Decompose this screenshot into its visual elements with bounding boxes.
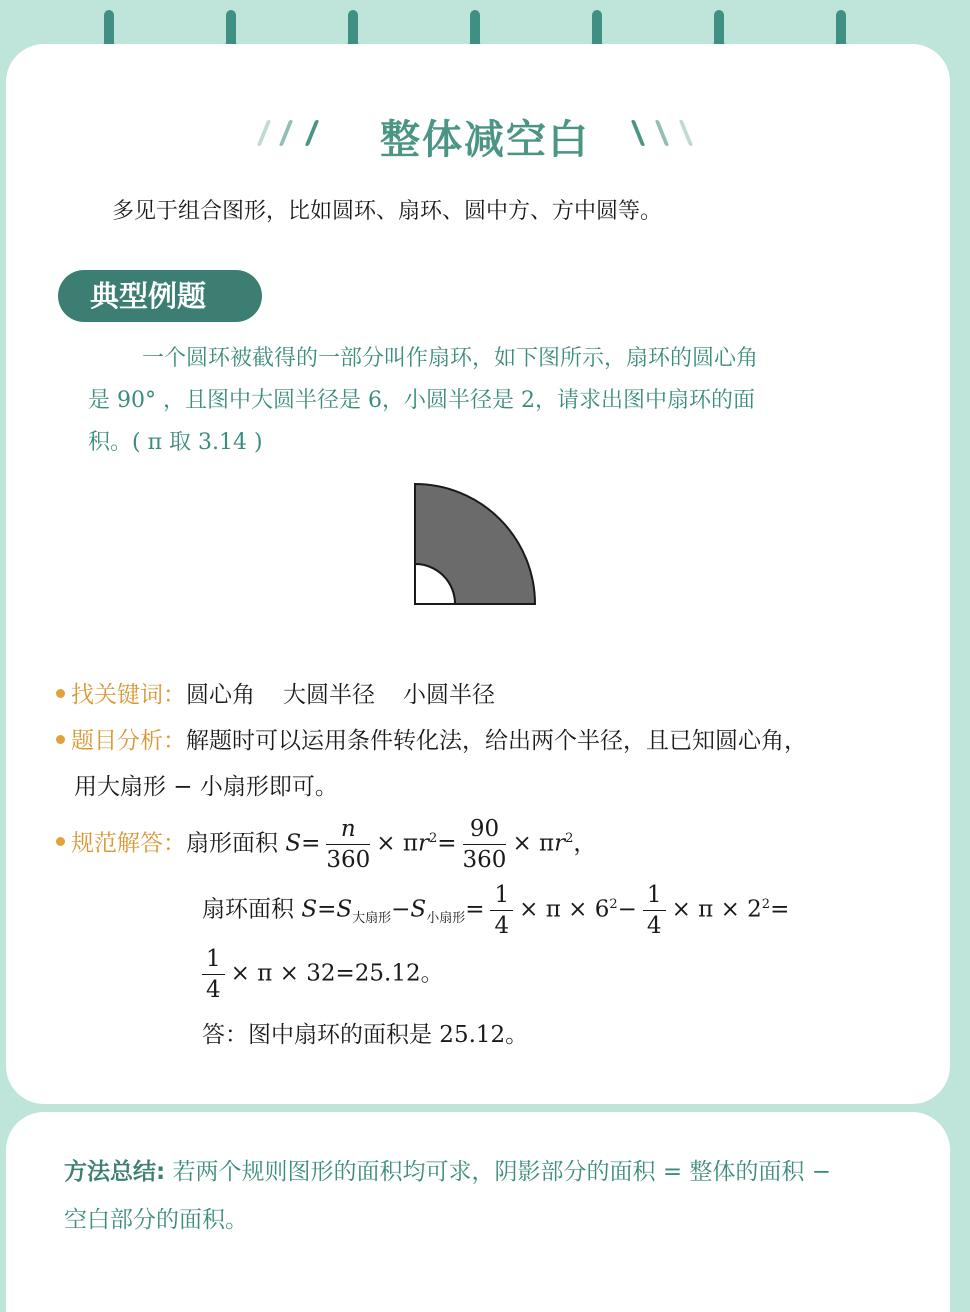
times-pi: × π	[512, 830, 555, 857]
intro-text: 多见于组合图形，比如圆环、扇环、圆中方、方中圆等。	[112, 199, 663, 224]
solution-answer: 答：图中扇环的面积是 25.12。	[202, 1022, 529, 1048]
sector-area-prefix: 扇形面积	[186, 830, 286, 857]
equals-sign: =	[465, 896, 485, 923]
fraction-denominator: 4	[646, 913, 662, 939]
equals-sign: =	[437, 830, 457, 857]
fraction-numerator: 1	[643, 880, 666, 911]
fraction-one-quarter	[202, 944, 225, 1005]
exponent: 2	[761, 896, 771, 912]
keywords-label: 找关键词：	[71, 682, 186, 708]
comma: ，	[573, 830, 597, 857]
fraction-one-quarter	[490, 880, 513, 941]
symbol-r: r	[554, 830, 566, 857]
exponent: 2	[565, 830, 574, 846]
summary-lead: 方法总结:	[64, 1159, 166, 1185]
section-badge: 典型例题	[58, 270, 262, 322]
analysis-label: 题目分析：	[71, 728, 186, 754]
solution-row-2	[202, 880, 789, 941]
symbol-s: S	[410, 896, 427, 923]
fraction-90-over-360	[463, 814, 507, 875]
keywords-row	[56, 676, 495, 709]
problem-line-1: 一个圆环被截得的一部分叫作扇环，如下图所示，扇环的圆心角	[142, 346, 759, 371]
fraction-numerator: 1	[202, 944, 225, 975]
analysis-line-1: 解题时可以运用条件转化法，给出两个半径，且已知圆心角，	[186, 728, 807, 754]
exponent: 2	[428, 830, 438, 846]
keyword-item: 小圆半径	[403, 682, 495, 708]
keyword-item: 大圆半径	[283, 682, 375, 708]
fraction-numerator: 90	[463, 814, 507, 845]
page-title-wrap	[0, 108, 970, 165]
problem-line-3: 积。( π 取 3.14 )	[88, 430, 263, 455]
solution-result: × π × 32=25.12。	[230, 960, 444, 987]
fraction-one-quarter	[643, 880, 666, 941]
fraction-denominator: 360	[462, 847, 507, 873]
fraction-denominator: 4	[494, 913, 510, 939]
minus-sign: −	[617, 896, 637, 923]
minus-sign: −	[391, 896, 411, 923]
subscript-small-sector: 小扇形	[426, 911, 466, 927]
solution-row-3	[196, 944, 444, 1005]
problem-statement	[88, 338, 888, 464]
bullet-dot-icon	[56, 735, 65, 744]
subscript-big-sector: 大扇形	[352, 911, 392, 927]
times-pi-two: × π × 2	[671, 896, 762, 923]
solution-row-1	[56, 814, 596, 875]
times-pi: × π	[376, 830, 418, 857]
ring-area-prefix: 扇环面积	[202, 896, 302, 923]
method-summary	[64, 1148, 914, 1244]
keyword-item: 圆心角	[186, 682, 255, 708]
fraction-denominator: 4	[206, 977, 221, 1003]
equals-sign: =	[770, 896, 790, 923]
times-pi-six: × π × 6	[519, 896, 610, 923]
symbol-r: r	[417, 830, 429, 857]
bullet-dot-icon	[56, 837, 65, 846]
bullet-dot-icon	[56, 689, 65, 698]
equals-sign: =	[301, 830, 321, 857]
symbol-s: S	[285, 830, 302, 857]
solution-label: 规范解答：	[71, 830, 186, 857]
symbol-s: S	[336, 896, 353, 923]
sector-ring-figure	[412, 481, 544, 607]
analysis-line-2: 用大扇形 − 小扇形即可。	[74, 774, 338, 800]
problem-line-2: 是 90° ，且图中大圆半径是 6，小圆半径是 2，请求出图中扇环的面	[88, 388, 755, 413]
symbol-s: S	[301, 896, 318, 923]
fraction-numerator: 1	[490, 880, 513, 911]
summary-line-1: 若两个规则图形的面积均可求，阴影部分的面积 = 整体的面积 −	[165, 1159, 831, 1185]
exponent: 2	[609, 896, 618, 912]
analysis-row	[56, 722, 807, 755]
fraction-n-over-360	[326, 814, 370, 875]
fraction-denominator: 360	[326, 847, 371, 873]
fraction-numerator: n	[326, 814, 370, 845]
page-title: 整体减空白	[380, 117, 590, 163]
summary-line-2: 空白部分的面积。	[64, 1207, 248, 1233]
equals-sign: =	[317, 896, 337, 923]
